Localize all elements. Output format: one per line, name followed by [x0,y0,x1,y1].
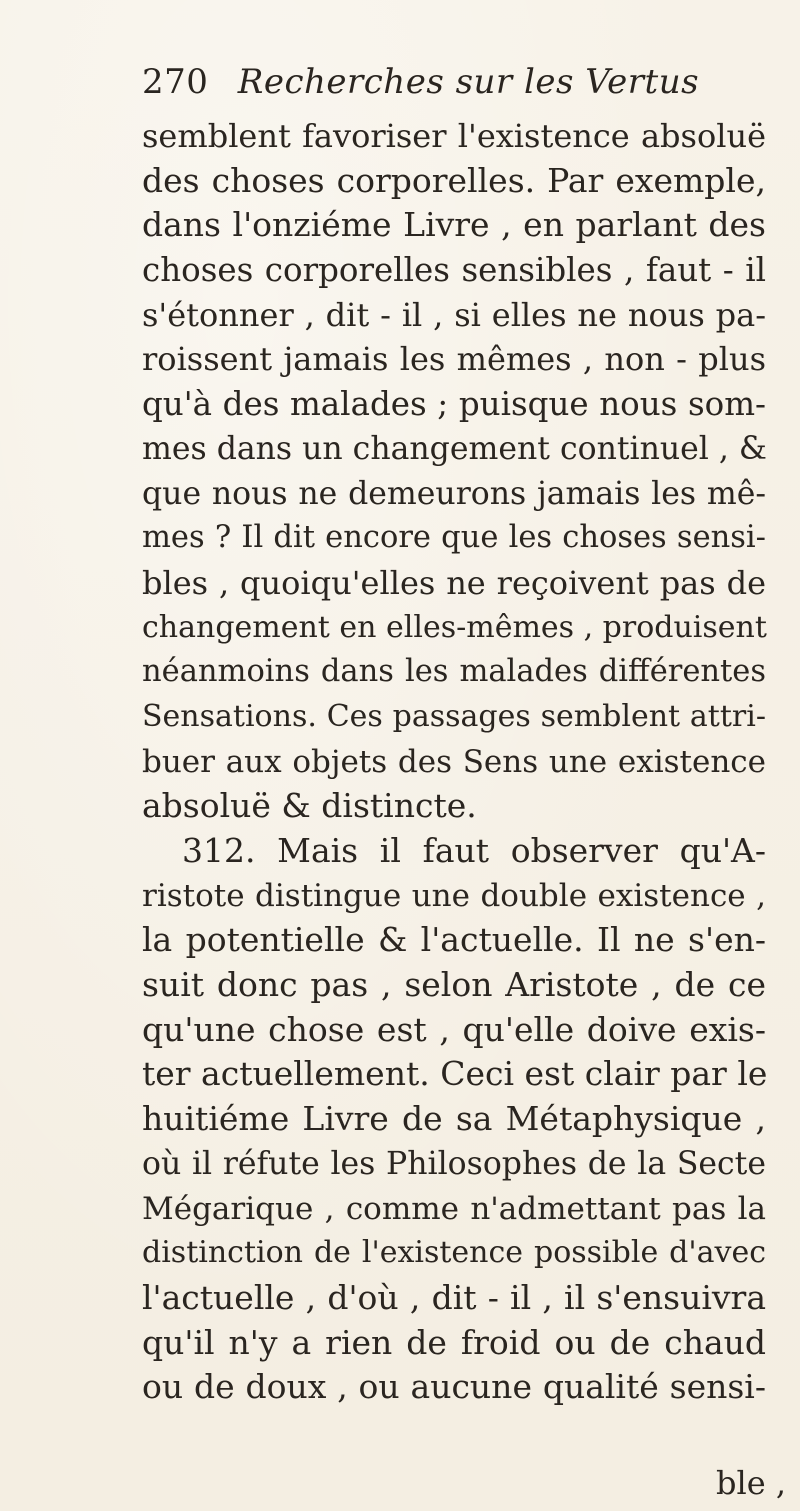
catchword: ble , [716,1464,786,1502]
text-line: changement en elles-mêmes , produisent [142,609,767,645]
text-line: choses corporelles sensibles , faut - il [142,251,766,290]
text-line: qu'il n'y a rien de froid ou de chaud [142,1322,766,1362]
text-line: ter actuellement. Ceci est clair par le [142,1054,768,1094]
text-line: la potentielle & l'actuelle. Il ne s'en- [142,920,766,960]
text-line: mes ? Il dit encore que les choses sensi- [142,520,766,556]
body-text [142,114,766,1410]
text-line-section-312: 312. Mais il faut observer qu'A- [182,831,766,870]
text-line: semblent favoriser l'existence absoluë [142,117,766,155]
text-line: distinction de l'existence possible d'avec [142,1235,766,1271]
text-line: dans l'onziéme Livre , en parlant des [142,205,766,245]
text-line: s'étonner , dit - il , si elles ne nous pa- [142,295,766,334]
text-line: ristote distingue une double existence , [142,877,766,914]
text-line: huitiéme Livre de sa Métaphysique , [142,1099,766,1139]
text-line: mes dans un changement continuel , & [142,430,767,467]
running-head [142,62,699,102]
text-line: suit donc pas , selon Aristote , de ce [142,965,766,1005]
text-line: Sensations. Ces passages semblent attri- [142,698,766,734]
running-title: Recherches sur les Vertus [237,62,700,102]
text-line-paragraph-end: absoluë & distincte. [142,786,477,826]
text-line: roissent jamais les mêmes , non - plus [142,340,766,379]
text-line: néanmoins dans les malades différentes [142,654,766,690]
text-line: ou de doux , ou aucune qualité sensi- [142,1367,766,1407]
text-line: bles , quoiqu'elles ne reçoivent pas de [142,563,766,602]
text-line: l'actuelle , d'où , dit - il , il s'ensuivra [142,1277,766,1317]
text-line: des choses corporelles. Par exemple, [142,160,766,200]
text-line: où il réfute les Philosophes de la Secte [142,1145,766,1182]
text-line: buer aux objets des Sens une existence [142,743,766,780]
text-line: que nous ne demeurons jamais les mê- [142,475,766,512]
text-line: qu'à des malades ; puisque nous som- [142,385,766,424]
text-line: qu'une chose est , qu'elle doive exis- [142,1009,766,1049]
page-number: 270 [142,62,209,102]
text-line: Mégarique , comme n'admettant pas la [142,1190,766,1227]
